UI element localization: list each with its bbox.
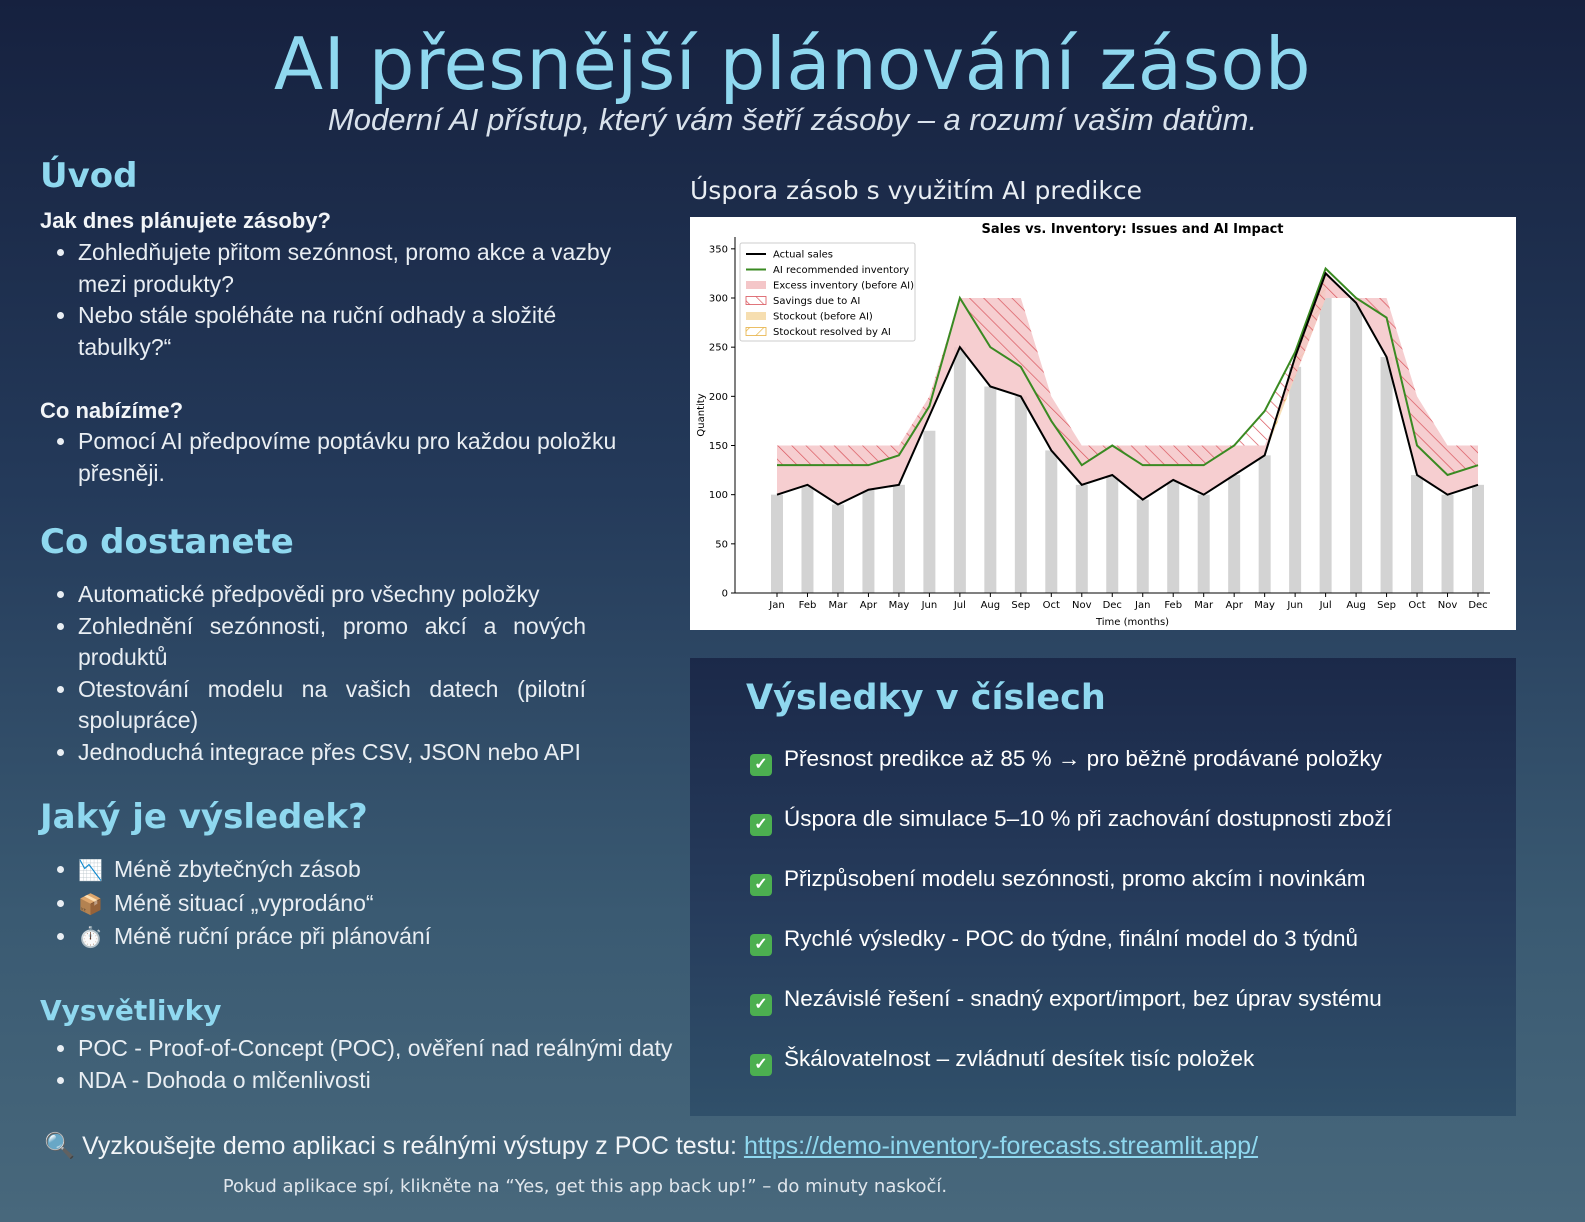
chart-bar (1320, 298, 1332, 593)
chart-x-tick-label: Mar (1194, 600, 1214, 611)
chart-legend-label: Actual sales (773, 249, 833, 261)
list-item: • Nebo stále spoléháte na ruční odhady a složité tabulky?“ (78, 300, 648, 363)
check-icon: ✓ (750, 814, 772, 836)
result-text: Přesnost predikce až 85 % → pro běžně prodávané položky (784, 746, 1382, 771)
chart-x-tick-label: Jul (1319, 600, 1332, 611)
check-icon: ✓ (750, 994, 772, 1016)
intro-question-2: Co nabízíme? (40, 398, 184, 423)
list-item (78, 921, 678, 955)
page-title: AI přesnější plánování zásob (273, 22, 1312, 106)
chart-legend-label: Stockout (before AI) (773, 311, 873, 323)
chart-legend-label: AI recommended inventory (773, 265, 910, 276)
chart-bar (1106, 475, 1118, 593)
demo-text: Vyzkoušejte demo aplikaci s reálnými výstupy z POC testu: (82, 1132, 744, 1160)
chart-x-tick-label: Jun (1287, 600, 1303, 611)
chart-bar (1411, 475, 1423, 593)
chart-bar (1472, 485, 1484, 593)
chart-bar (1167, 480, 1179, 593)
chart-legend-label: Stockout resolved by AI (773, 327, 891, 338)
outcome-heading: Jaký je výsledek? (40, 797, 368, 837)
result-item (750, 1046, 1254, 1076)
chart-y-tick-label: 150 (708, 441, 728, 452)
list-item: • Automatické předpovědi pro všechny položky (78, 579, 586, 611)
chart-x-tick-label: Dec (1468, 600, 1488, 611)
result-text: Úspora dle simulace 5–10 % při zachování dostupnosti zboží (784, 806, 1392, 831)
chart-bar (801, 485, 813, 593)
chart-y-label: Quantity (696, 393, 707, 437)
chart-y-tick-label: 100 (708, 490, 728, 502)
chart-legend-label: Excess inventory (before AI) (773, 280, 915, 292)
chart-bar (923, 431, 935, 593)
results-heading: Výsledky v číslech (746, 678, 1106, 718)
chart-y-tick-label: 50 (715, 539, 728, 551)
outcome-text: Méně situací „vyprodáno“ (114, 889, 374, 916)
result-item (750, 866, 1366, 896)
check-icon: ✓ (750, 874, 772, 896)
chart-legend-swatch (746, 328, 766, 336)
result-text: Přizpůsobení modelu sezónnosti, promo akcím i novinkám (784, 866, 1366, 891)
page-subtitle: Moderní AI přístup, který vám šetří zásoby – a rozumí vašim datům. (327, 102, 1258, 137)
chart-x-tick-label: Nov (1437, 600, 1458, 611)
chart-legend-label: Savings due to AI (773, 296, 861, 307)
chart-bar (1198, 495, 1210, 593)
outcome-text: Méně ruční práce při plánování (114, 923, 432, 949)
chart-y-tick-label: 200 (708, 391, 728, 403)
chart-x-tick-label: Dec (1102, 600, 1122, 611)
inventory-chart (690, 217, 1516, 630)
list-item: • POC - Proof-of-Concept (POC), ověření nad reálnými daty (78, 1033, 718, 1065)
result-text: Škálovatelnost – zvládnutí desítek tisíc položek (784, 1046, 1255, 1071)
chart-bar (1076, 485, 1088, 593)
chart-y-tick-label: 250 (708, 342, 728, 354)
chart-bar (1137, 500, 1149, 593)
intro-bullets-1 (40, 237, 648, 363)
chart-bar (771, 495, 783, 593)
deliverables-heading: Co dostanete (40, 522, 294, 562)
result-item (750, 746, 1382, 776)
chart-y-tick-label: 350 (708, 244, 728, 256)
chart-x-tick-label: Sep (1011, 600, 1031, 611)
chart-bar (1045, 450, 1057, 593)
chart-x-tick-label: Apr (859, 600, 878, 611)
check-icon: ✓ (750, 1054, 772, 1076)
list-item: • Otestování modelu na vašich datech (pilotní spolupráce) (78, 674, 586, 737)
chart-bar (1381, 357, 1393, 593)
chart-bar (1259, 455, 1271, 593)
chart-bar (893, 485, 905, 593)
chart-container (690, 217, 1516, 630)
chart-x-tick-label: Feb (798, 600, 817, 611)
list-item (78, 854, 678, 888)
chart-x-tick-label: May (888, 600, 910, 611)
chart-legend-swatch (746, 297, 766, 305)
footer-note: Pokud aplikace spí, klikněte na “Yes, get this app back up!” – do minuty naskočí. (222, 1176, 948, 1197)
chart-bar (984, 387, 996, 594)
stopwatch-icon: ⏱️ (78, 927, 103, 949)
chart-legend-swatch (746, 312, 766, 320)
chart-x-tick-label: May (1254, 600, 1275, 611)
outcome-list (40, 854, 678, 955)
result-item (750, 926, 1358, 956)
chart-x-label: Time (months) (1095, 617, 1170, 628)
result-text: Nezávislé řešení - snadný export/import, bez úprav systému (784, 986, 1382, 1011)
deliverables-list (40, 579, 586, 768)
magnifier-icon: 🔍 (44, 1132, 76, 1160)
chart-x-tick-label: Sep (1377, 600, 1396, 611)
chart-x-tick-label: Aug (1346, 600, 1366, 611)
chart-x-tick-label: Jul (953, 600, 966, 611)
list-item: • Zohlednění sezónnosti, promo akcí a nových produktů (78, 611, 586, 674)
chart-bar (832, 505, 844, 594)
chart-bar (1228, 475, 1240, 593)
demo-link[interactable]: https://demo-inventory-forecasts.streamlit.app/ (743, 1132, 1259, 1160)
chart-x-tick-label: Feb (1164, 600, 1183, 611)
intro-heading: Úvod (40, 156, 138, 196)
chart-x-tick-label: Apr (1225, 600, 1243, 611)
intro-bullets-2 (40, 426, 648, 489)
chart-bar (954, 347, 966, 593)
chart-title: Sales vs. Inventory: Issues and AI Impact (981, 222, 1284, 237)
chart-bar (1350, 298, 1362, 593)
list-item (78, 888, 678, 922)
chart-bar (1015, 396, 1027, 593)
chart-x-tick-label: Aug (980, 600, 1001, 611)
list-item: • Zohledňujete přitom sezónnost, promo akce a vazby mezi produkty? (78, 237, 648, 300)
results-panel (690, 658, 1516, 1116)
chart-bar (1442, 495, 1454, 593)
outcome-text: Méně zbytečných zásob (114, 856, 361, 882)
chart-legend-swatch (746, 281, 766, 289)
package-icon: 📦 (78, 893, 103, 916)
chart-x-tick-label: Mar (828, 600, 848, 611)
demo-line (44, 1132, 1258, 1161)
glossary-heading: Vysvětlivky (40, 994, 222, 1027)
chart-decreasing-icon: 📉 (78, 860, 103, 882)
chart-y-tick-label: 0 (721, 588, 728, 600)
intro-question-1: Jak dnes plánujete zásoby? (40, 208, 331, 233)
check-icon: ✓ (750, 754, 772, 776)
glossary-list (40, 1033, 718, 1096)
chart-x-tick-label: Jan (1135, 600, 1151, 611)
chart-bar (1289, 367, 1301, 593)
chart-caption: Úspora zásob s využitím AI predikce (690, 176, 1142, 205)
chart-x-tick-label: Nov (1072, 600, 1092, 611)
chart-x-tick-label: Jan (769, 600, 785, 611)
list-item: • Pomocí AI předpovíme poptávku pro každou položku přesněji. (78, 426, 648, 489)
chart-bar (862, 490, 874, 593)
result-item (750, 806, 1392, 836)
chart-x-tick-label: Jun (921, 600, 938, 611)
list-item: • Jednoduchá integrace přes CSV, JSON nebo API (78, 737, 586, 769)
chart-x-tick-label: Oct (1042, 600, 1060, 611)
result-text: Rychlé výsledky - POC do týdne, finální model do 3 týdnů (784, 926, 1359, 951)
result-item (750, 986, 1382, 1016)
list-item: • NDA - Dohoda o mlčenlivosti (78, 1065, 718, 1097)
check-icon: ✓ (750, 934, 772, 956)
chart-y-tick-label: 300 (708, 293, 728, 305)
chart-x-tick-label: Oct (1408, 600, 1426, 611)
